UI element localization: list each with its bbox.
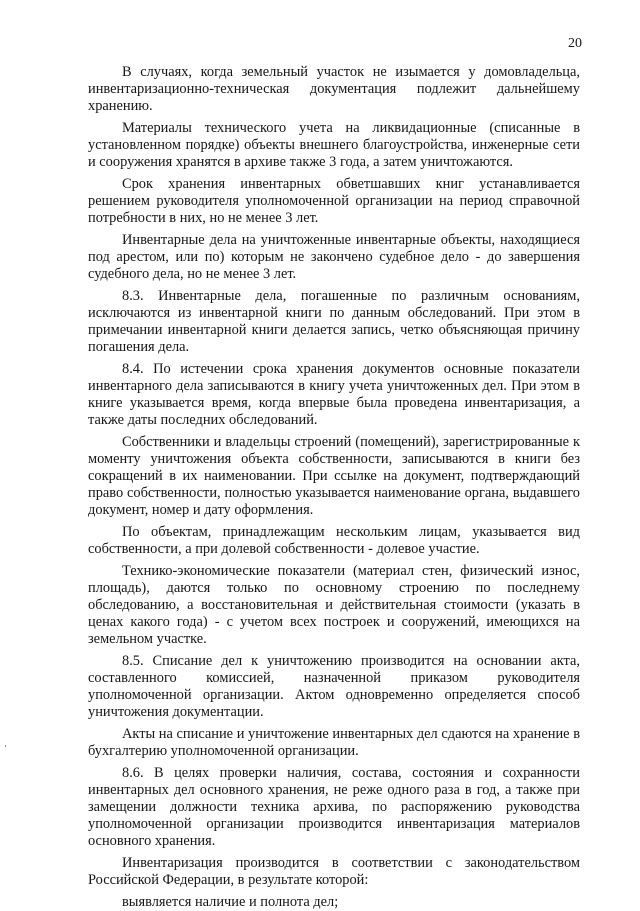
paragraph: Срок хранения инвентарных обветшавших книг устанавливается решением руководителя уполномоченной организации на период справочной потребности в них, но не менее 3 лет. <box>88 176 580 226</box>
paragraph: В случаях, когда земельный участок не изымается у домовладельца, инвентаризационно-техническая документация подлежит дальнейшему хранению. <box>88 64 580 114</box>
page-number: 20 <box>568 36 582 51</box>
paragraph: 8.4. По истечении срока хранения документов основные показатели инвентарного дела записываются в книгу учета уничтоженных дел. При этом в книге указывается время, когда впервые была проведена инвентаризация, а также даты последних обследований. <box>88 361 580 428</box>
paragraph: Инвентарные дела на уничтоженные инвентарные объекты, находящиеся под арестом, или по) которым не закончено судебное дело - до завершения судебного дела, но не менее 3 лет. <box>88 232 580 282</box>
paragraph: Собственники и владельцы строений (помещений), зарегистрированные к моменту уничтожения объекта собственности, записываются в книги без сокращений в их наименовании. При ссылке на документ, подтверждающий право собственности, полностью указывается наименование органа, выдавшего документ, номер и дату оформления. <box>88 434 580 518</box>
paragraph: Инвентаризация производится в соответствии с законодательством Российской Федерации, в результате которой: <box>88 855 580 888</box>
paragraph: выявляется наличие и полнота дел; <box>122 894 339 910</box>
paragraph: По объектам, принадлежащим нескольким лицам, указывается вид собственности, а при долевой собственности - долевое участие. <box>88 524 580 557</box>
paragraph: Материалы технического учета на ликвидационные (списанные в установленном порядке) объекты внешнего благоустройства, инженерные сети и сооружения хранятся в архиве также 3 года, а затем уничтожаются. <box>88 120 580 170</box>
document-body <box>88 64 580 911</box>
paragraph: 8.3. Инвентарные дела, погашенные по различным основаниям, исключаются из инвентарной книги по данным обследований. При этом в примечании инвентарной книги делается запись, четко объясняющая причину погашения дела. <box>88 288 580 355</box>
paragraph: Технико-экономические показатели (материал стен, физический износ, площадь), даются только по основному строению по последнему обследованию, а восстановительная и действительная стоимости (указать в ценах какого года) - с учетом всех построек и сооружений, имеющихся на земельном участке. <box>88 563 580 647</box>
paragraph: 8.5. Списание дел к уничтожению производится на основании акта, составленного комиссией, назначенной приказом руководителя уполномоченной организации. Актом одновременно определяется способ уничтожения документации. <box>88 653 580 720</box>
scan-speck <box>5 745 6 747</box>
paragraph: 8.6. В целях проверки наличия, состава, состояния и сохранности инвентарных дел основного хранения, не реже одного раза в год, а также при замещении должности техника архива, по распоряжению руководства уполномоченной организации производится инвентаризация материалов основного хранения. <box>88 765 580 849</box>
paragraph: Акты на списание и уничтожение инвентарных дел сдаются на хранение в бухгалтерию уполномоченной организации. <box>88 726 580 759</box>
